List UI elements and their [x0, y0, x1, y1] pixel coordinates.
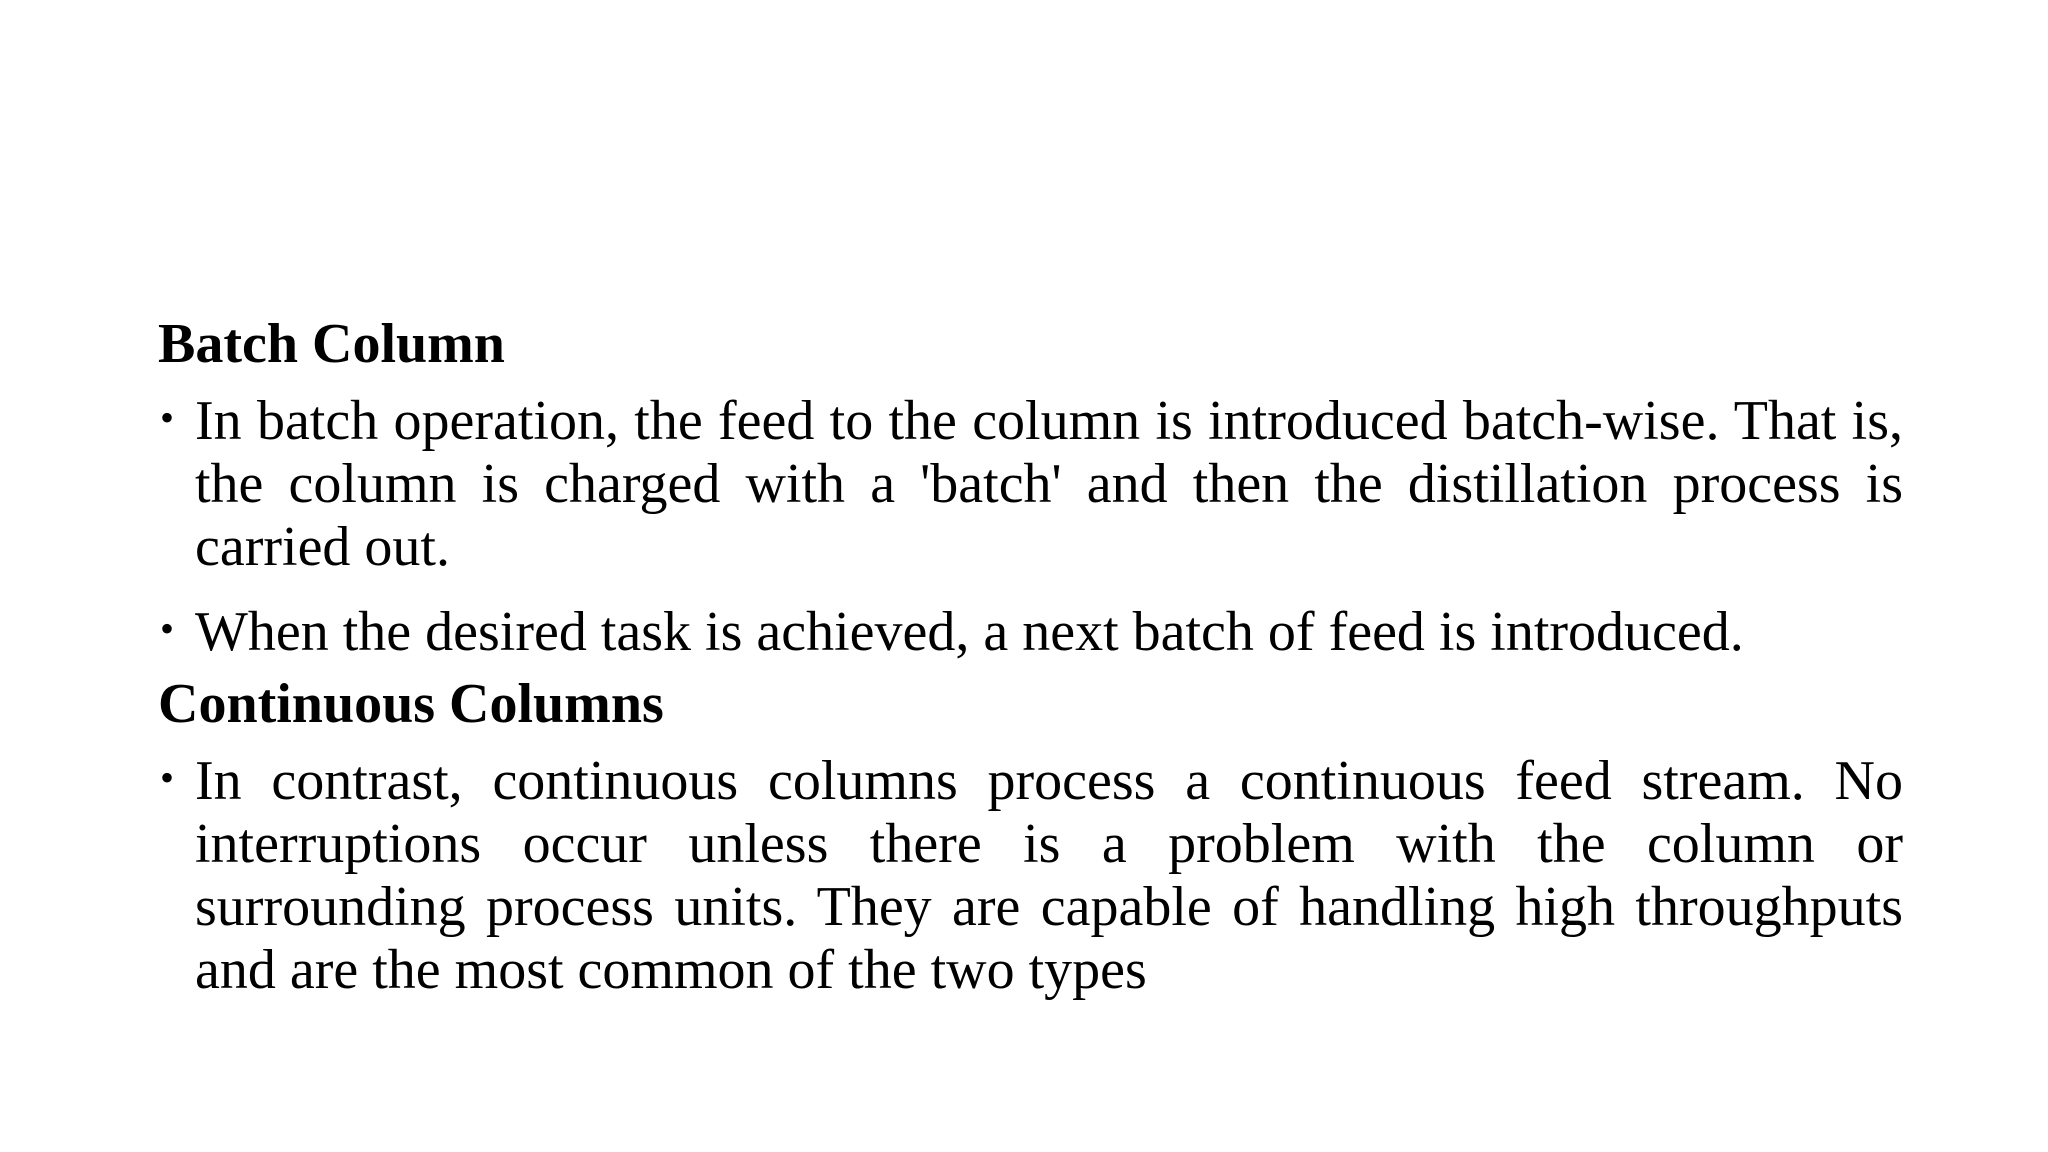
list-item: [158, 601, 1903, 664]
bullet-icon: •: [160, 755, 175, 800]
bullet-text: In batch operation, the feed to the column is introduced batch-wise. That is, the column is charged with a 'batch' and then the distillation process is carried out.: [195, 390, 1903, 578]
list-item: [158, 750, 1903, 1002]
bullet-icon: •: [160, 606, 175, 651]
slide-content: [158, 312, 1903, 1002]
section-heading-continuous-columns: Continuous Columns: [158, 673, 664, 735]
bullet-list-batch-column: [158, 390, 1903, 664]
bullet-list-continuous-columns: [158, 750, 1903, 1002]
bullet-text: In contrast, continuous columns process a continuous feed stream. No interruptions occur unless there is a problem with the column or surrounding process units. They are capable of handling high throughputs and are the most common of the two types: [195, 750, 1903, 1001]
bullet-text: When the desired task is achieved, a next batch of feed is introduced.: [195, 601, 1744, 663]
list-item: [158, 390, 1903, 579]
section-heading-batch-column: Batch Column: [158, 313, 505, 375]
bullet-icon: •: [160, 395, 175, 440]
